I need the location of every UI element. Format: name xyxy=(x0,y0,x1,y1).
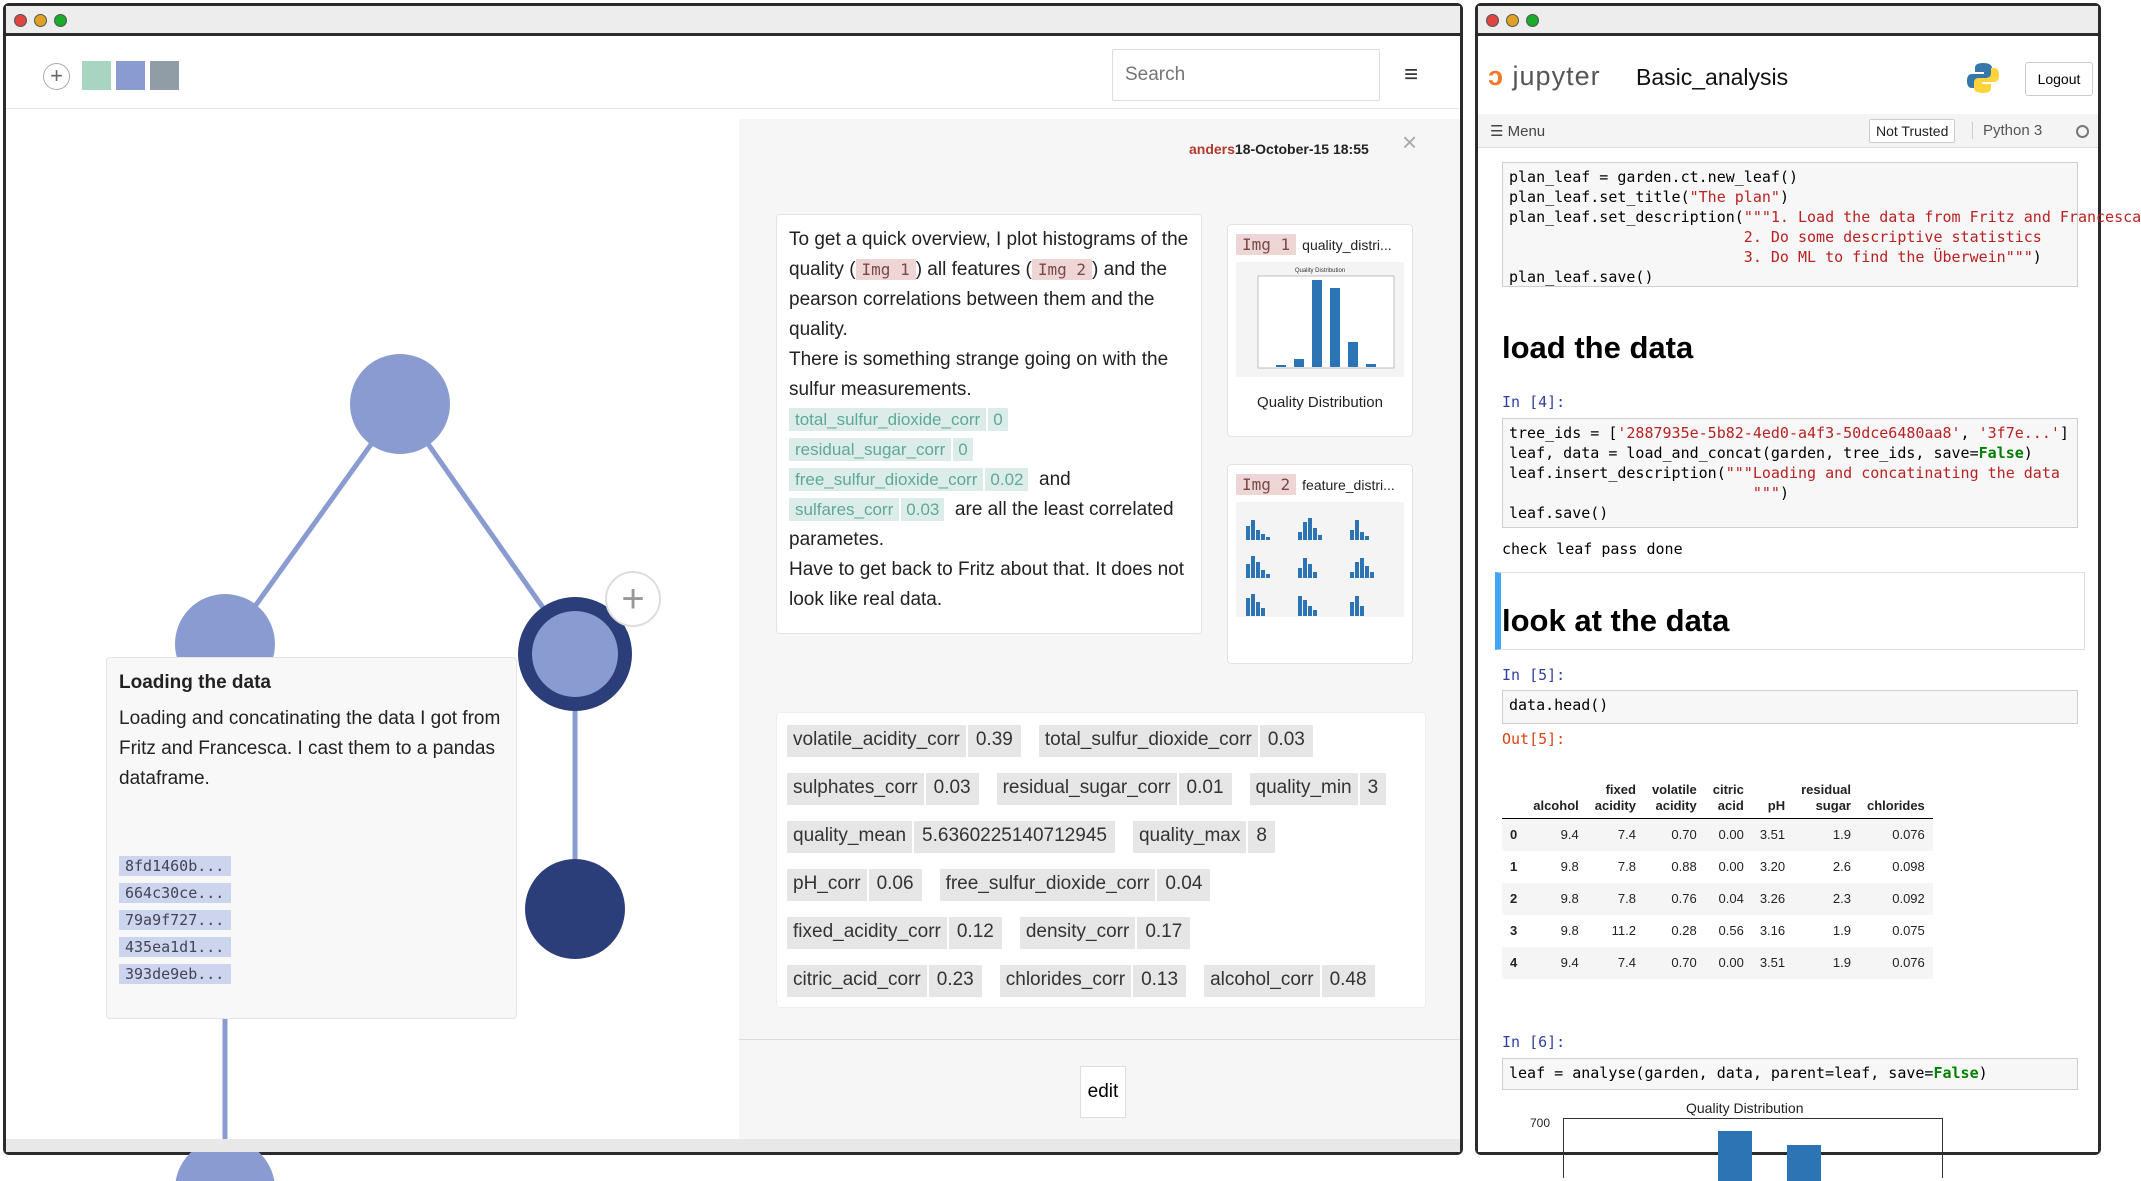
close-window-button[interactable] xyxy=(1486,14,1499,27)
table-cell: 7.4 xyxy=(1587,947,1644,979)
trust-button[interactable]: Not Trusted xyxy=(1869,119,1955,143)
input-prompt: In [6]: xyxy=(1502,1033,1566,1051)
minimize-window-button[interactable] xyxy=(34,14,47,27)
image-list xyxy=(1217,214,1419,634)
table-cell: 9.8 xyxy=(1560,923,1579,938)
row-index: 2 xyxy=(1502,883,1525,915)
hash-tag[interactable]: 664c30ce... xyxy=(119,883,231,903)
tree-canvas[interactable] xyxy=(6,109,751,1139)
hash-tag[interactable]: 393de9eb... xyxy=(119,964,231,984)
table-column-header xyxy=(1502,778,1525,819)
metric-key[interactable]: chlorides_corr xyxy=(1000,965,1131,997)
metric-key[interactable]: sulphates_corr xyxy=(787,773,924,805)
table-cell: 0.04 xyxy=(1705,883,1752,915)
jupyter-window xyxy=(1475,3,2141,1155)
metric-key[interactable]: fixed_acidity_corr xyxy=(787,917,947,949)
table-cell: 3.26 xyxy=(1752,883,1793,915)
image-ref-2[interactable]: Img 2 xyxy=(1032,259,1092,280)
node-title: Loading the data xyxy=(119,672,271,693)
edit-button[interactable]: edit xyxy=(1080,1066,1126,1118)
metrics-row xyxy=(787,773,1415,805)
metric-key[interactable]: quality_max xyxy=(1133,821,1246,853)
table-column-header: volatile acidity xyxy=(1651,782,1697,813)
table-cell: 1.9 xyxy=(1793,947,1859,979)
markdown-heading: look at the data xyxy=(1502,603,1730,638)
notebook-area[interactable] xyxy=(1478,148,2141,1152)
metrics-row xyxy=(787,869,1415,901)
jupyter-logo-text: jupyter xyxy=(1512,61,1601,91)
logout-button[interactable]: Logout xyxy=(2025,62,2093,96)
tree-node-selected-inner xyxy=(532,611,618,697)
chart-bar xyxy=(1718,1131,1752,1181)
metric-value: 0.06 xyxy=(869,869,922,901)
metric-tag[interactable]: residual_sugar_corr xyxy=(789,438,951,461)
note-text-part: are all the least correlated parametes. xyxy=(789,499,1174,550)
tree-node[interactable] xyxy=(525,859,625,959)
image-card[interactable] xyxy=(1227,224,1413,437)
metric-value: 8 xyxy=(1248,821,1275,853)
table-cell: 0.70 xyxy=(1644,819,1705,851)
table-column-header: citric acid xyxy=(1712,782,1744,813)
metrics-row xyxy=(787,965,1415,997)
color-swatch-blue[interactable] xyxy=(116,61,145,90)
table-cell: 0.075 xyxy=(1892,923,1925,938)
note-text-part: and xyxy=(1039,469,1071,490)
close-window-button[interactable] xyxy=(14,14,27,27)
table-cell: 0.098 xyxy=(1892,859,1925,874)
image-card[interactable] xyxy=(1227,464,1413,664)
table-cell: 2.6 xyxy=(1832,859,1851,874)
table-header-row xyxy=(1502,778,1933,819)
notebook-menubar xyxy=(1478,114,2098,148)
metric-value: 0.03 xyxy=(1260,725,1313,757)
table-row xyxy=(1502,819,1933,851)
timestamp: 18-October-15 18:55 xyxy=(1234,141,1369,157)
table-cell: 0.76 xyxy=(1644,883,1705,915)
metric-tag[interactable]: total_sulfur_dioxide_corr xyxy=(789,408,986,431)
metric-key[interactable]: density_corr xyxy=(1020,917,1136,949)
kernel-status-icon xyxy=(2076,125,2089,138)
metric-key[interactable]: free_sulfur_dioxide_corr xyxy=(940,869,1156,901)
metrics-row xyxy=(787,917,1415,949)
table-body xyxy=(1502,819,1933,979)
metric-value: 0.39 xyxy=(968,725,1021,757)
metric-key[interactable]: quality_mean xyxy=(787,821,912,853)
row-index: 1 xyxy=(1510,859,1518,874)
metric-key[interactable]: residual_sugar_corr xyxy=(997,773,1177,805)
image-filename: feature_distri... xyxy=(1302,477,1395,493)
cell-output: check leaf pass done xyxy=(1502,540,1683,558)
metric-key[interactable]: citric_acid_corr xyxy=(787,965,927,997)
plus-icon: + xyxy=(621,577,645,621)
table-column-header: residual sugar xyxy=(1801,782,1851,813)
menu-label: Menu xyxy=(1507,123,1546,140)
app-toolbar xyxy=(6,39,1460,109)
divider xyxy=(739,1039,1460,1040)
input-prompt: In [4]: xyxy=(1502,393,1566,411)
table-row xyxy=(1502,947,1933,979)
output-prompt: Out[5]: xyxy=(1502,730,1566,748)
metric-value: 0.17 xyxy=(1137,917,1190,949)
table-cell: 3.51 xyxy=(1752,947,1793,979)
metric-tag-value: 0.02 xyxy=(985,468,1028,491)
table-cell: 1.9 xyxy=(1832,923,1851,938)
search-input[interactable] xyxy=(1112,49,1380,101)
table-cell: 0.88 xyxy=(1671,859,1697,874)
image-ref-1[interactable]: Img 1 xyxy=(856,259,916,280)
row-index: 4 xyxy=(1502,947,1525,979)
image-card-header xyxy=(1236,235,1404,254)
horizontal-scrollbar[interactable] xyxy=(6,1139,1460,1152)
jupyter-logo[interactable] xyxy=(1488,61,1601,92)
thumbnail-title: Quality Distribution xyxy=(1294,268,1346,274)
table-column-header: chlorides xyxy=(1866,798,1925,813)
code-cell[interactable]: plan_leaf = garden.ct.new_leaf() plan_leaf.set_title("The plan") plan_leaf.set_description("""1. Load the data from Fritz and Francesca 2. Do some descriptive statistics 3. Do ML to find the Überwein""") plan_leaf.save() xyxy=(1502,162,2078,287)
table-cell: 0.092 xyxy=(1859,883,1933,915)
table-row xyxy=(1502,883,1933,915)
table-column-header: fixed acidity xyxy=(1594,782,1636,813)
table-row xyxy=(1502,915,1933,947)
metric-key[interactable]: pH_corr xyxy=(787,869,867,901)
metric-value: 3 xyxy=(1360,773,1387,805)
metric-tag-value: 0 xyxy=(988,408,1007,431)
markdown-heading: load the data xyxy=(1502,330,1694,365)
metric-value: 0.03 xyxy=(926,773,979,805)
table-cell: 0.00 xyxy=(1718,859,1744,874)
hash-list xyxy=(119,856,231,991)
code-cell[interactable]: tree_ids = ['2887935e-5b82-4ed0-a4f3-50dce6480aa8', '3f7e...'] leaf, data = load_and_concat(garden, tree_ids, save=False) leaf.insert_description("""Loading and concatinating the data """) leaf.save() xyxy=(1502,418,2078,528)
table-cell: 3.16 xyxy=(1759,923,1786,938)
window-titlebar xyxy=(1478,6,2098,36)
table-cell: 7.4 xyxy=(1587,819,1644,851)
metric-value: 0.23 xyxy=(929,965,982,997)
code-cell[interactable]: leaf = analyse(garden, data, parent=leaf, save=False) xyxy=(1502,1058,2078,1090)
row-index: 0 xyxy=(1502,819,1525,851)
note-text-part: ) all features ( xyxy=(915,259,1032,280)
table-cell: 9.8 xyxy=(1560,859,1579,874)
jupyter-header xyxy=(1478,39,2098,114)
table-cell: 0.70 xyxy=(1644,947,1705,979)
note-text-part: ) and the pearson correlations between them and the quality. xyxy=(789,259,1168,340)
metric-key[interactable]: volatile_acidity_corr xyxy=(787,725,966,757)
quality-histogram-thumbnail xyxy=(1236,262,1404,377)
window-titlebar xyxy=(6,6,1460,36)
metric-tag[interactable]: free_sulfur_dioxide_corr xyxy=(789,468,983,491)
maximize-window-button[interactable] xyxy=(1526,14,1539,27)
metric-value: 0.13 xyxy=(1133,965,1186,997)
metric-value: 0.12 xyxy=(949,917,1002,949)
metric-tag-value: 0 xyxy=(953,438,972,461)
table-cell: 0.56 xyxy=(1718,923,1744,938)
note-text xyxy=(776,214,1202,634)
hash-tag[interactable]: 435ea1d1... xyxy=(119,937,231,957)
hash-tag[interactable]: 79a9f727... xyxy=(119,910,231,930)
table-cell: 0.28 xyxy=(1671,923,1697,938)
kernel-name[interactable]: Python 3 xyxy=(1972,122,2042,139)
table-cell: 11.2 xyxy=(1611,923,1636,938)
tree-node[interactable] xyxy=(350,354,450,454)
metric-key[interactable]: total_sulfur_dioxide_corr xyxy=(1039,725,1258,757)
chart-plot-area xyxy=(1563,1118,1943,1178)
author-name: anders xyxy=(1189,141,1235,157)
metric-value: 0.48 xyxy=(1322,965,1375,997)
image-ref-label: Img 2 xyxy=(1236,474,1296,495)
note-text-part: There is something strange going on with the sulfur measurements. xyxy=(789,349,1169,400)
notebook-title[interactable]: Basic_analysis xyxy=(1636,64,1789,90)
image-ref-label: Img 1 xyxy=(1236,234,1296,255)
table-cell: 9.4 xyxy=(1525,819,1587,851)
note-text-part: To get a quick overview, I plot histograms of the quality ( xyxy=(789,229,1189,280)
row-index: 3 xyxy=(1510,923,1518,938)
python-logo-icon xyxy=(1966,61,2000,95)
table-cell: 9.4 xyxy=(1525,947,1587,979)
input-prompt: In [5]: xyxy=(1502,666,1566,684)
note-text-part: Have to get back to Fritz about that. It does not look like real data. xyxy=(789,559,1185,610)
chart-ytick: 700 xyxy=(1530,1116,1551,1130)
author-line xyxy=(1189,141,1369,157)
image-caption: Quality Distribution xyxy=(1257,394,1383,411)
metric-value: 0.04 xyxy=(1157,869,1210,901)
chart-title: Quality Distribution xyxy=(1686,1100,1804,1116)
color-swatch-gray[interactable] xyxy=(150,61,179,90)
table-cell: 3.51 xyxy=(1752,819,1793,851)
code-cell[interactable]: data.head() xyxy=(1502,690,2078,724)
jupyter-logo-icon: ɔ xyxy=(1488,61,1505,91)
metrics-row xyxy=(787,725,1415,757)
chart-bar xyxy=(1787,1145,1821,1181)
hamburger-menu-icon[interactable]: ≡ xyxy=(1404,61,1419,88)
maximize-window-button[interactable] xyxy=(54,14,67,27)
image-filename: quality_distri... xyxy=(1302,237,1392,253)
table-cell: 9.8 xyxy=(1525,883,1587,915)
table-cell: 3.20 xyxy=(1759,859,1786,874)
table-cell: 0.00 xyxy=(1705,819,1752,851)
metric-value: 5.6360225140712945 xyxy=(914,821,1115,853)
metrics-panel xyxy=(776,712,1426,1008)
table-column-header: alcohol xyxy=(1533,798,1579,813)
table-cell: 0.076 xyxy=(1859,819,1933,851)
table-cell: 1.9 xyxy=(1793,819,1859,851)
table-cell: 2.3 xyxy=(1793,883,1859,915)
table-cell: 0.076 xyxy=(1859,947,1933,979)
metric-tag[interactable]: sulfares_corr xyxy=(789,498,899,521)
table-column-header: pH xyxy=(1767,798,1786,813)
dataframe-table xyxy=(1502,778,1933,979)
color-swatch-green[interactable] xyxy=(82,61,111,90)
image-card-header xyxy=(1236,475,1404,494)
hamburger-icon: ☰ xyxy=(1490,123,1504,140)
table-cell: 0.00 xyxy=(1705,947,1752,979)
feature-histograms-thumbnail xyxy=(1236,502,1404,617)
node-description: Loading and concatinating the data I got from Fritz and Francesca. I cast them to a pandas dataframe. xyxy=(119,708,501,789)
metrics-row xyxy=(787,821,1415,853)
detail-panel xyxy=(739,119,1460,1149)
metric-value: 0.01 xyxy=(1179,773,1232,805)
table-row xyxy=(1502,851,1933,883)
metric-key[interactable]: quality_min xyxy=(1250,773,1358,805)
tree-app-window xyxy=(3,3,1463,1155)
metric-tag-value: 0.03 xyxy=(901,498,944,521)
table-cell: 7.8 xyxy=(1617,859,1636,874)
table-cell: 7.8 xyxy=(1587,883,1644,915)
node-info-card xyxy=(106,657,517,1019)
hash-tag[interactable]: 8fd1460b... xyxy=(119,856,231,876)
close-icon[interactable]: × xyxy=(1402,127,1418,157)
minimize-window-button[interactable] xyxy=(1506,14,1519,27)
metric-key[interactable]: alcohol_corr xyxy=(1204,965,1320,997)
add-node-button[interactable]: + xyxy=(43,63,70,90)
menu-button[interactable] xyxy=(1490,122,1545,140)
